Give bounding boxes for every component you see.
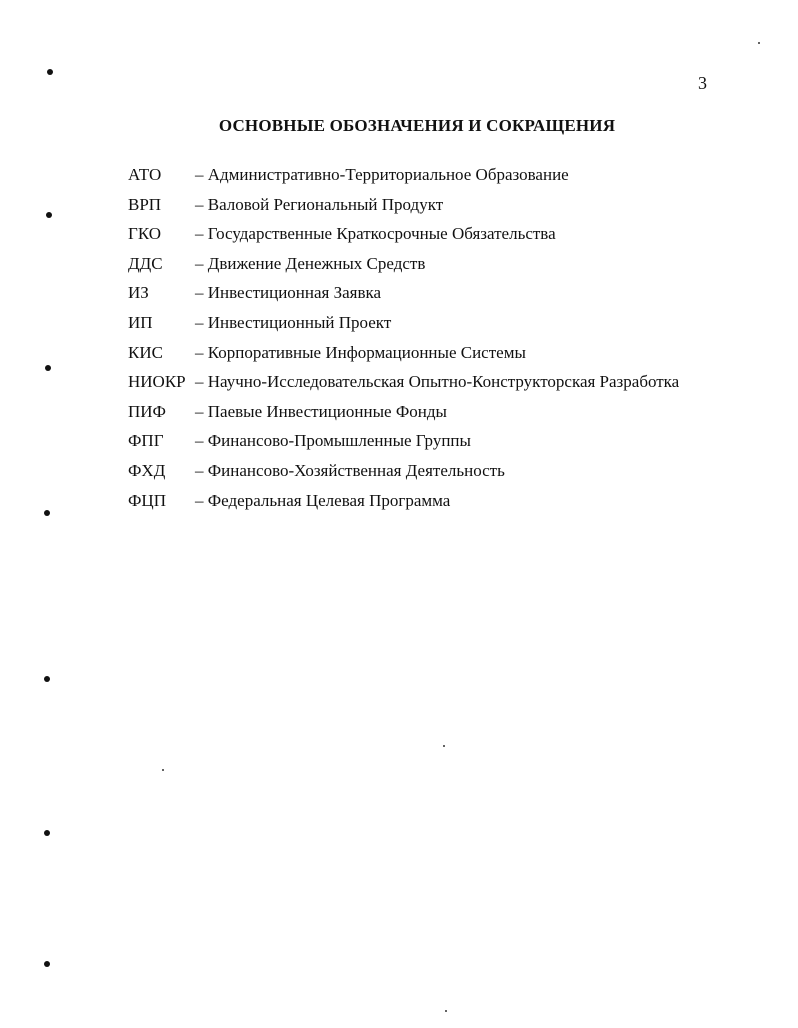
abbreviation-definition: – Инвестиционная Заявка [195, 283, 382, 303]
abbreviation-definition: – Научно-Исследовательская Опытно-Конструкторская Разработка [195, 372, 680, 392]
abbreviation-row [128, 459, 679, 489]
abbreviation-row [128, 370, 679, 400]
abbreviation-list [128, 163, 679, 518]
abbreviation-term: ФЦП [128, 490, 166, 510]
abbreviation-row [128, 252, 679, 282]
scan-speck [758, 42, 760, 44]
punch-mark [44, 961, 50, 967]
abbreviation-row [128, 163, 679, 193]
abbreviation-term: ПИФ [128, 401, 166, 421]
abbreviation-row [128, 429, 679, 459]
punch-mark [46, 212, 52, 218]
abbreviation-row [128, 341, 679, 371]
abbreviation-definition: – Государственные Краткосрочные Обязательства [195, 224, 556, 244]
abbreviation-row [128, 489, 679, 519]
punch-mark [45, 365, 51, 371]
abbreviation-definition: – Инвестиционный Проект [195, 312, 392, 332]
page-title: ОСНОВНЫЕ ОБОЗНАЧЕНИЯ И СОКРАЩЕНИЯ [218, 116, 616, 135]
abbreviation-term: КИС [128, 342, 163, 362]
abbreviation-definition: – Движение Денежных Средств [195, 253, 426, 273]
abbreviation-definition: – Финансово-Хозяйственная Деятельность [195, 460, 505, 480]
abbreviation-term: ГКО [128, 224, 162, 244]
abbreviation-row [128, 311, 679, 341]
punch-mark [44, 676, 50, 682]
abbreviation-definition: – Административно-Территориальное Образование [195, 165, 569, 184]
abbreviation-definition: – Валовой Региональный Продукт [195, 194, 444, 214]
abbreviation-term: ФПГ [128, 431, 164, 451]
abbreviation-definition: – Финансово-Промышленные Группы [195, 431, 471, 451]
abbreviation-definition: – Федеральная Целевая Программа [195, 490, 451, 510]
abbreviation-term: НИОКР [128, 372, 186, 392]
scan-speck [443, 745, 445, 747]
page-number: 3 [698, 73, 707, 93]
punch-mark [47, 69, 53, 75]
scan-speck [162, 769, 164, 771]
abbreviation-row [128, 400, 679, 430]
abbreviation-term: ВРП [128, 194, 162, 214]
abbreviation-row [128, 193, 679, 223]
abbreviation-term: ИЗ [128, 283, 149, 303]
abbreviation-term: ИП [128, 312, 153, 332]
scan-speck [445, 1010, 447, 1012]
punch-mark [44, 510, 50, 516]
abbreviation-term: АТО [128, 165, 162, 184]
abbreviation-definition: – Паевые Инвестиционные Фонды [195, 401, 447, 421]
abbreviation-row [128, 281, 679, 311]
abbreviation-definition: – Корпоративные Информационные Системы [195, 342, 526, 362]
abbreviation-term: ФХД [128, 460, 166, 480]
abbreviation-term: ДДС [128, 253, 163, 273]
abbreviation-row [128, 222, 679, 252]
punch-mark [44, 830, 50, 836]
